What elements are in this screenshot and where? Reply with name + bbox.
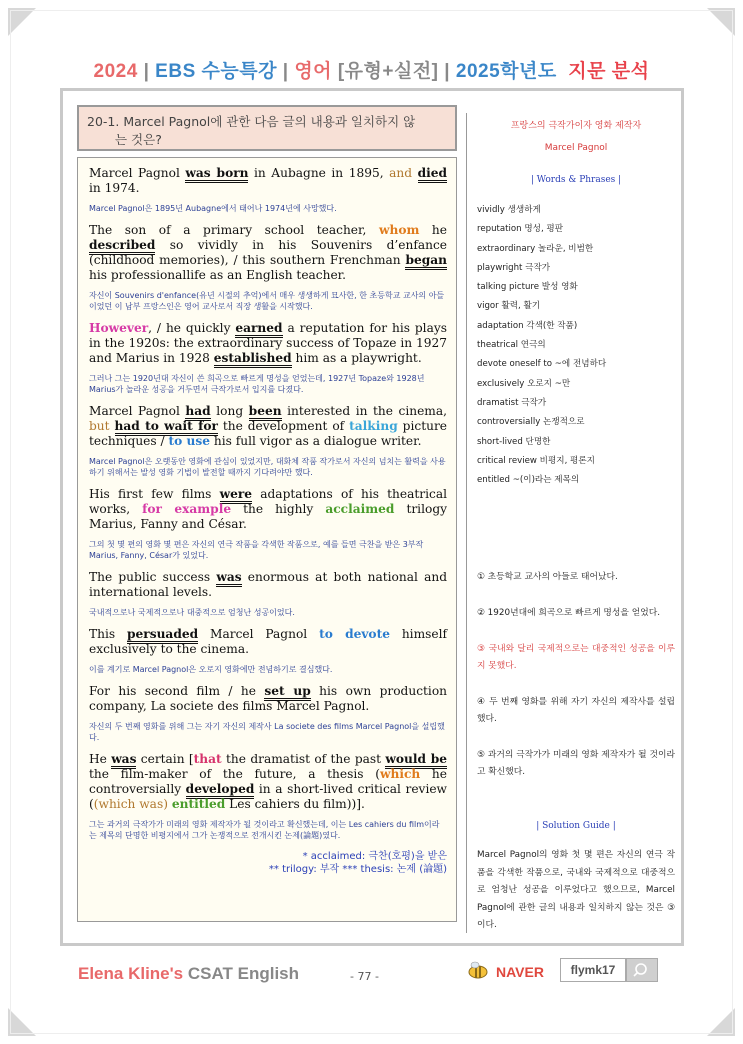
passage-box — [77, 157, 457, 922]
vocab-item: extraordinary 놀라운, 비범한 — [477, 243, 594, 254]
answer-options — [477, 569, 675, 800]
vocab-item: short-lived 단명한 — [477, 436, 551, 447]
passage-sentence: Marcel Pagnol had long been interested in the cinema, but had to wait for the development of talking picture techniques / to use his full vigor as a dialogue writer. — [89, 404, 448, 448]
vocab-item: playwright 극작가 — [477, 262, 551, 273]
vocab-item: reputation 명성, 평판 — [477, 224, 564, 235]
naver-label: NAVER — [496, 964, 544, 980]
answer-option: ④ 두 번째 영화를 위해 자기 자신의 제작사를 설립했다. — [477, 697, 675, 724]
page-header — [0, 56, 743, 83]
passage-sentence: Marcel Pagnol was born in Aubagne in 1895, and died in 1974. — [89, 166, 448, 195]
passage-sentence: However, / he quickly earned a reputation for his plays in the 1920s: the extraordinary success of Topaze in 1927 and Marius in 1928 established him as a playwright. — [89, 321, 447, 366]
footer-brand-name: CSAT English — [187, 964, 300, 983]
left-column — [77, 105, 457, 922]
search-icon — [627, 959, 657, 981]
header-ebs: EBS 수능특강 — [155, 61, 277, 82]
passage-sentence: This persuaded Marcel Pagnol to devote himself exclusively to the cinema. — [89, 627, 448, 656]
passage-translation: 이를 계기로 Marcel Pagnol은 오로지 영화에만 전념하기로 결심했다. — [89, 665, 333, 674]
right-column — [477, 113, 675, 930]
passage-translation: 그의 첫 몇 편의 영화 몇 편은 자신의 연극 작품을 각색한 작품으로, 예를 들면 극찬을 받은 3부작 Marius, Fanny, César가 있었다. — [89, 540, 424, 560]
content-frame — [60, 88, 684, 946]
header-subject: 영어 — [294, 61, 333, 82]
passage-sentence: His first few films were adaptations of his theatrical works, for example the highly acclaimed trilogy Marius, Fanny and César. — [89, 487, 448, 531]
passage-translation: Marcel Pagnol은 오랫동안 영화에 관심이 있었지만, 대화체 작품 작가로서 자신의 넘치는 활력을 사용하기 위해서는 발성 영화 기법이 발전할 때까지 기다려야만 했다. — [89, 457, 446, 477]
vocab-item: vigor 활력, 활기 — [477, 301, 541, 312]
footnote: * acclaimed: 극찬(호평)을 받은 — [302, 851, 447, 862]
header-separator: | — [143, 61, 150, 82]
passage-sentence: The public success was enormous at both national and international levels. — [89, 570, 447, 599]
words-phrases-heading: | Words & Phrases | — [530, 175, 622, 185]
solution-guide-heading: | Solution Guide | — [536, 821, 616, 831]
passage-sentence: For his second film / he set up his own production company, La societe des films Marcel Pagnol. — [89, 684, 448, 713]
header-year: 2024 — [93, 61, 138, 82]
passage-translation: 그러나 그는 1920년대 자신이 쓴 희곡으로 빠르게 명성을 얻었는데, 1927년 Topaze와 1928년 Marius가 놀라운 성공을 거두면서 극작가로서 입지를 다졌다. — [89, 374, 425, 394]
page-footer — [0, 958, 743, 988]
vocab-item: dramatist 극작가 — [477, 397, 547, 408]
passage-sentence: He was certain [that the dramatist of the past would be the film-maker of the future, a thesis (which he controversially developed in a short-lived critical review ((which was) entitled Les cahiers du film))]. — [89, 752, 448, 811]
answer-option: ① 초등학교 교사의 아들로 태어났다. — [477, 572, 618, 582]
topic-subtitle: Marcel Pagnol — [544, 143, 608, 153]
header-type: [유형+실전] — [337, 61, 439, 82]
question-line-1: 20-1. Marcel Pagnol에 관한 다음 글의 내용과 일치하지 않 — [87, 114, 416, 129]
question-line-2: 는 것은? — [115, 132, 162, 147]
passage-sentence: The son of a primary school teacher, whom he described so vividly in his Souvenirs d’enfance (childhood memories), / this southern Frenchman began his professionallife as an English teacher. — [89, 223, 447, 282]
vocab-item: talking picture 발성 영화 — [477, 282, 578, 293]
answer-option: ② 1920년대에 희곡으로 빠르게 명성을 얻었다. — [477, 608, 661, 618]
header-year-2025: 2025학년도 — [455, 61, 557, 82]
vocab-item: devote oneself to ~에 전념하다 — [477, 359, 607, 370]
topic-title: 프랑스의 극작가이자 영화 제작자 — [510, 121, 642, 131]
vocab-item: adaptation 각색(한 작품) — [477, 320, 578, 331]
passage-translation: 자신의 두 번째 영화를 위해 그는 자기 자신의 제작사 La societe des films Marcel Pagnol을 설립했다. — [89, 722, 445, 742]
passage-translation: Marcel Pagnol은 1895년 Aubagne에서 태어나 1974년에 사망했다. — [89, 204, 337, 213]
column-divider — [466, 113, 467, 933]
vocab-item: controversially 논쟁적으로 — [477, 417, 585, 428]
footer-brand — [78, 964, 299, 984]
solution-guide-text: Marcel Pagnol의 영화 첫 몇 편은 자신의 연극 작품을 각색한 작품으로, 국내와 국제적으로 대중적으로 엄청난 성공을 이루었다고 했으므로, Marcel Pagnol에 관한 글의 내용과 일치하지 않는 것은 ③이다. — [477, 850, 675, 930]
header-separator: | — [282, 61, 289, 82]
footnote: ** trilogy: 부작 *** thesis: 논제 (論題) — [268, 864, 447, 875]
header-analysis: 지문 분석 — [568, 61, 650, 82]
footer-author: Elena Kline's — [78, 964, 184, 983]
bee-icon — [466, 960, 490, 980]
passage-translation: 자신이 Souvenirs d'enfance(유년 시절의 추억)에서 매우 생생하게 묘사한, 한 초등학교 교사의 아들이었던 이 남부 프랑스인은 영어 교사로서 직장 생활을 시작했다. — [89, 291, 445, 311]
vocab-item: vividly 생생하게 — [477, 205, 541, 215]
passage-translation: 국내적으로나 국제적으로나 대중적으로 엄청난 성공이었다. — [89, 608, 295, 617]
vocab-item: entitled ~(이)라는 제목의 — [477, 475, 580, 486]
vocab-item: exclusively 오로지 ~만 — [477, 378, 571, 389]
vocab-item: critical review 비평지, 평론지 — [477, 455, 595, 466]
blog-id-field[interactable]: flymk17 — [560, 958, 626, 982]
search-button[interactable] — [626, 958, 658, 982]
answer-option: ⑤ 과거의 극작가가 미래의 영화 제작자가 될 것이라고 확신했다. — [477, 750, 675, 777]
question-box — [77, 105, 457, 151]
vocab-list — [477, 201, 675, 490]
passage-translation: 그는 과거의 극작가가 미래의 영화 제작자가 될 것이라고 확신했는데, 이는 Les cahiers du film이라는 제목의 단명한 비평지에서 그가 논쟁적으로 전개시킨 논제(論題)였다. — [89, 820, 440, 840]
vocab-item: theatrical 연극의 — [477, 340, 546, 351]
answer-option: ③ 국내와 달리 국제적으로는 대중적인 성공을 이루지 못했다. — [477, 644, 675, 671]
page-number: - 77 - — [350, 970, 379, 983]
header-separator: | — [444, 61, 451, 82]
